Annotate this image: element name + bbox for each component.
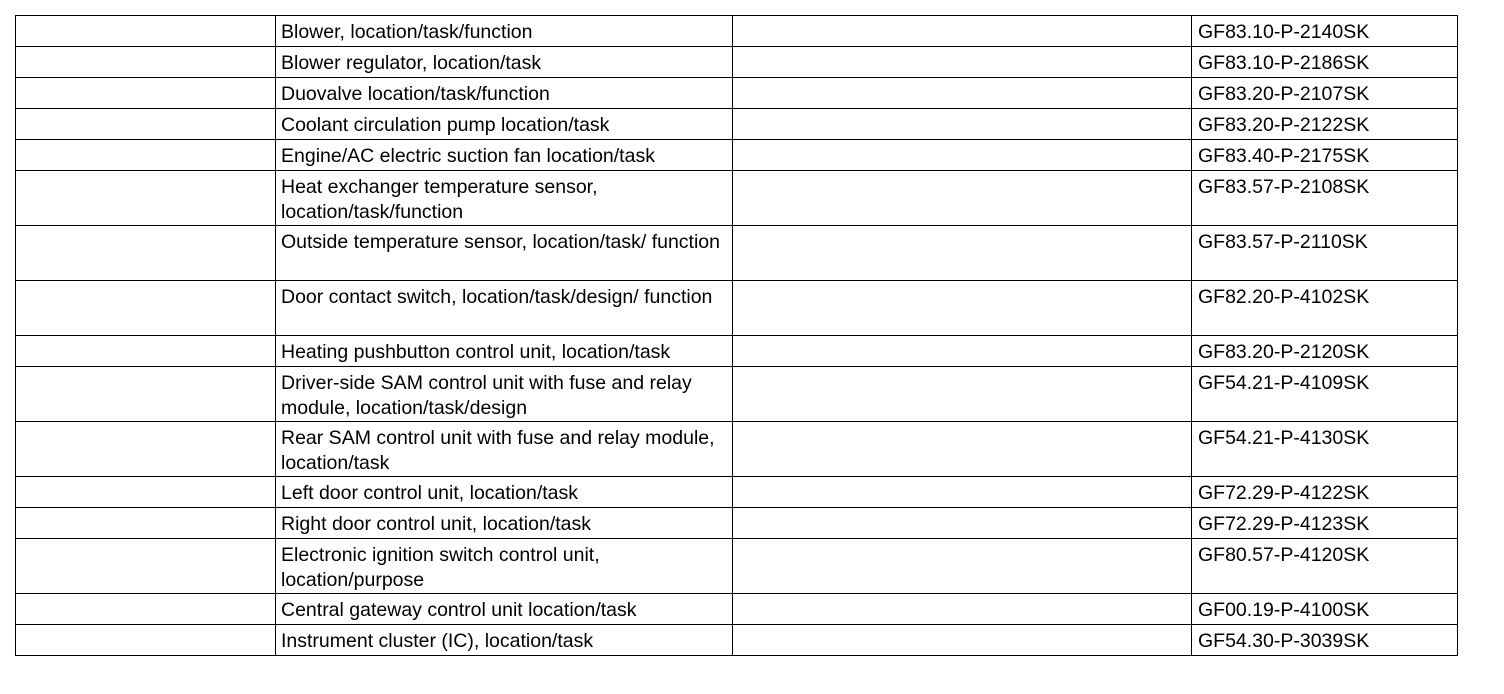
document-code-cell: GF83.20-P-2120SK [1192,336,1458,367]
description-cell: Heat exchanger temperature sensor, location/task/function [276,171,733,226]
document-code-cell: GF83.40-P-2175SK [1192,140,1458,171]
empty-cell [16,594,276,625]
description-cell: Duovalve location/task/function [276,78,733,109]
empty-cell [16,477,276,508]
empty-cell [733,109,1192,140]
description-cell: Left door control unit, location/task [276,477,733,508]
empty-cell [733,226,1192,281]
empty-cell [16,109,276,140]
description-cell: Blower, location/task/function [276,16,733,47]
empty-cell [733,367,1192,422]
description-cell: Rear SAM control unit with fuse and relay module, location/task [276,422,733,477]
table-row [16,625,1458,656]
table-row [16,140,1458,171]
description-cell: Blower regulator, location/task [276,47,733,78]
document-code-cell: GF83.20-P-2107SK [1192,78,1458,109]
table-row [16,281,1458,336]
document-code-cell: GF54.30-P-3039SK [1192,625,1458,656]
empty-cell [733,171,1192,226]
document-code-cell: GF83.10-P-2186SK [1192,47,1458,78]
empty-cell [733,594,1192,625]
empty-cell [16,140,276,171]
empty-cell [733,336,1192,367]
document-code-cell: GF83.57-P-2108SK [1192,171,1458,226]
empty-cell [16,336,276,367]
document-code-cell: GF54.21-P-4130SK [1192,422,1458,477]
empty-cell [733,140,1192,171]
document-code-cell: GF83.20-P-2122SK [1192,109,1458,140]
document-code-cell: GF00.19-P-4100SK [1192,594,1458,625]
empty-cell [733,16,1192,47]
table-row [16,16,1458,47]
table-row [16,226,1458,281]
empty-cell [733,508,1192,539]
description-cell: Outside temperature sensor, location/task/ function [276,226,733,281]
empty-cell [16,226,276,281]
table-row [16,422,1458,477]
description-cell: Engine/AC electric suction fan location/task [276,140,733,171]
empty-cell [733,539,1192,594]
empty-cell [733,47,1192,78]
reference-table-body [16,16,1458,656]
table-row [16,78,1458,109]
description-cell: Right door control unit, location/task [276,508,733,539]
description-cell: Coolant circulation pump location/task [276,109,733,140]
empty-cell [16,171,276,226]
table-row [16,367,1458,422]
description-cell: Central gateway control unit location/task [276,594,733,625]
document-code-cell: GF72.29-P-4123SK [1192,508,1458,539]
reference-table [15,15,1458,656]
description-cell: Door contact switch, location/task/design/ function [276,281,733,336]
document-code-cell: GF72.29-P-4122SK [1192,477,1458,508]
table-row [16,336,1458,367]
description-cell: Electronic ignition switch control unit, location/purpose [276,539,733,594]
description-cell: Driver-side SAM control unit with fuse and relay module, location/task/design [276,367,733,422]
table-row [16,47,1458,78]
document-code-cell: GF82.20-P-4102SK [1192,281,1458,336]
empty-cell [16,422,276,477]
empty-cell [16,367,276,422]
empty-cell [733,281,1192,336]
empty-cell [733,625,1192,656]
empty-cell [733,78,1192,109]
table-row [16,109,1458,140]
empty-cell [16,508,276,539]
empty-cell [733,477,1192,508]
table-row [16,539,1458,594]
empty-cell [16,47,276,78]
table-row [16,171,1458,226]
table-row [16,477,1458,508]
table-row [16,594,1458,625]
description-cell: Instrument cluster (IC), location/task [276,625,733,656]
empty-cell [733,422,1192,477]
empty-cell [16,78,276,109]
empty-cell [16,625,276,656]
table-row [16,508,1458,539]
empty-cell [16,281,276,336]
document-code-cell: GF54.21-P-4109SK [1192,367,1458,422]
empty-cell [16,539,276,594]
empty-cell [16,16,276,47]
description-cell: Heating pushbutton control unit, location/task [276,336,733,367]
document-code-cell: GF83.57-P-2110SK [1192,226,1458,281]
document-code-cell: GF83.10-P-2140SK [1192,16,1458,47]
document-code-cell: GF80.57-P-4120SK [1192,539,1458,594]
